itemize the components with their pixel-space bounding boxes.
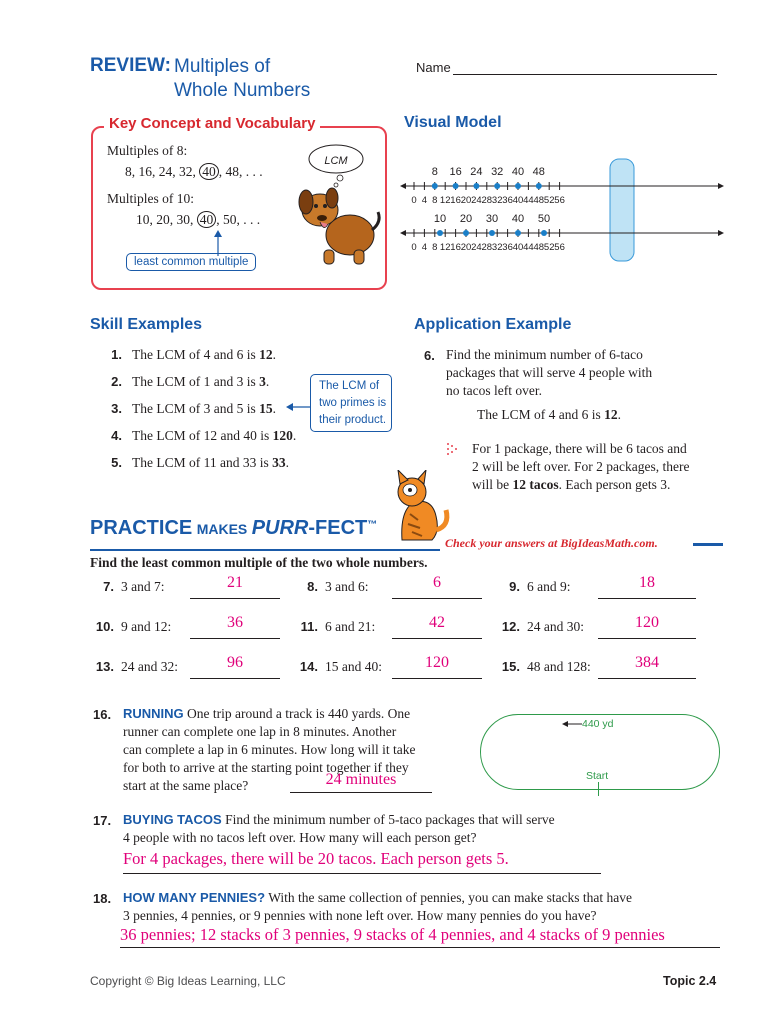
problem-number: 9. <box>509 579 520 594</box>
skill-example-1 <box>92 346 296 373</box>
page-title-line1: Multiples of <box>174 56 271 77</box>
multiple-dot <box>541 230 547 236</box>
dog-illustration <box>292 140 382 268</box>
review-label: REVIEW: <box>90 55 171 76</box>
arrow-left-icon <box>562 719 582 729</box>
answer-text: 21 <box>227 574 243 591</box>
track-start-label: Start <box>586 770 609 782</box>
app-lcm-pre: The LCM of 4 and 6 is <box>477 407 605 422</box>
problem-number: 12. <box>501 619 520 634</box>
app-solution-line1: For 1 package, there will be 6 tacos and <box>472 441 687 456</box>
skill-examples-list <box>92 346 296 481</box>
problem-12 <box>496 618 584 636</box>
tick-label: 20 <box>460 195 472 206</box>
page-title-line2: Whole Numbers <box>174 80 311 101</box>
skill-example-5 <box>92 454 296 481</box>
axis-arrow-right <box>718 230 724 236</box>
multiple-label: 10 <box>433 213 447 225</box>
application-example-title: Application Example <box>414 316 572 333</box>
app-question-line2: packages that will serve 4 people with <box>446 365 653 380</box>
practice-title-c: PURR <box>251 517 309 539</box>
problem-17-line2: 4 people with no tacos left over. How many will each person get? <box>123 830 477 845</box>
number-line-bottom <box>400 213 724 253</box>
multiples-10-label: Multiples of 10: <box>107 191 194 206</box>
multiple-label: 40 <box>511 166 525 178</box>
primes-note <box>310 374 392 432</box>
item-post: . <box>292 428 297 443</box>
item-text: The LCM of 12 and 40 is <box>132 428 273 443</box>
problem-18-line2: 3 pennies, 4 pennies, or 9 pennies with none left over. How many pennies do you have? <box>123 908 597 923</box>
problem-number: 8. <box>307 579 318 594</box>
multiple-label: 16 <box>449 166 462 178</box>
tick-label: 8 <box>432 195 438 206</box>
multiple-dot <box>515 183 521 189</box>
multiple-dot <box>463 230 469 236</box>
tick-label: 8 <box>432 242 438 253</box>
app-question <box>446 346 652 400</box>
item-bold: 3 <box>259 374 266 389</box>
practice-instructions: Find the least common multiple of the two whole numbers. <box>90 555 428 570</box>
dotted-arrow-icon <box>446 442 458 456</box>
multiple-label: 30 <box>485 213 499 225</box>
answer-11 <box>392 614 482 639</box>
answer-text: 6 <box>433 574 441 591</box>
problem-16-line4: for both to arrive at the starting point together if they <box>123 760 409 775</box>
problem-number: 15. <box>501 659 520 674</box>
problem-17-label: BUYING TACOS <box>123 812 222 827</box>
problem-text: 9 and 12: <box>121 619 172 634</box>
tick-label: 12 <box>439 242 451 253</box>
tick-label: 56 <box>554 195 565 206</box>
app-solution-line3-bold: 12 tacos <box>512 477 559 492</box>
multiples-8-pre: 8, 16, 24, 32, <box>125 164 196 179</box>
problem-7 <box>90 578 165 596</box>
answer-text: For 4 packages, there will be 20 tacos. Each person gets 5. <box>123 849 509 868</box>
problem-16-line1: One trip around a track is 440 yards. One <box>187 706 411 721</box>
multiples-10-pre: 10, 20, 30, <box>136 212 194 227</box>
axis-arrow-right <box>718 183 724 189</box>
tick-label: 32 <box>491 242 503 253</box>
problem-number: 13. <box>95 659 114 674</box>
answer-9 <box>598 574 696 599</box>
problem-16-label: RUNNING <box>123 706 184 721</box>
item-text: The LCM of 3 and 5 is <box>132 401 260 416</box>
tick-label: 24 <box>471 195 482 206</box>
answer-text: 36 pennies; 12 stacks of 3 pennies, 9 stacks of 4 pennies, and 4 stacks of 9 pennies <box>120 925 665 944</box>
answer-text: 120 <box>425 654 449 671</box>
number-line-top <box>400 166 724 206</box>
tick-label: 20 <box>460 242 472 253</box>
answer-18 <box>120 925 720 948</box>
multiple-dot <box>437 230 443 236</box>
problem-17-line1: Find the minimum number of 5-taco packages that will serve <box>225 812 555 827</box>
axis-arrow-left <box>400 230 406 236</box>
practice-title-d: -FECT <box>308 517 368 539</box>
problem-14 <box>294 658 382 676</box>
skill-example-3 <box>92 400 296 427</box>
problem-18-label: HOW MANY PENNIES? <box>123 890 266 905</box>
item-bold: 15 <box>259 401 273 416</box>
tick-label: 44 <box>523 242 534 253</box>
item-bold: 120 <box>272 428 293 443</box>
dog-bubble-text: LCM <box>324 155 348 167</box>
problem-18-text <box>123 889 632 925</box>
skill-example-2 <box>92 373 296 400</box>
item-post: . <box>285 455 289 470</box>
problem-text: 6 and 9: <box>527 579 571 594</box>
multiples-10-post: , 50, . . . <box>216 212 261 227</box>
problem-number: 14. <box>299 659 318 674</box>
answer-text: 42 <box>429 614 445 631</box>
practice-rule-left <box>90 549 440 551</box>
problem-9 <box>496 578 571 596</box>
problem-11 <box>294 618 375 636</box>
lcm-callout: least common multiple <box>126 253 256 271</box>
problem-16-number: 16. <box>93 707 112 722</box>
problem-17-text <box>123 811 555 847</box>
problem-13 <box>90 658 178 676</box>
tick-label: 48 <box>533 195 545 206</box>
multiples-10-list <box>136 211 260 228</box>
app-lcm-post: . <box>617 407 621 422</box>
problem-18-line1: With the same collection of pennies, you can make stacks that have <box>268 890 633 905</box>
practice-title-b: MAKES <box>196 521 248 537</box>
tick-label: 16 <box>450 242 461 253</box>
item-post: . <box>272 401 276 416</box>
multiple-label: 20 <box>459 213 473 225</box>
app-lcm-bold: 12 <box>604 407 618 422</box>
answer-text: 24 minutes <box>325 771 397 788</box>
number-line-model <box>400 155 730 267</box>
answer-text: 18 <box>639 574 655 591</box>
tick-label: 32 <box>491 195 503 206</box>
problem-number: 7. <box>103 579 114 594</box>
answer-text: 96 <box>227 654 243 671</box>
multiples-8-post: , 48, . . . <box>218 164 263 179</box>
multiple-label: 40 <box>511 213 525 225</box>
problem-17-number: 17. <box>93 813 112 828</box>
item-text: The LCM of 1 and 3 is <box>132 374 260 389</box>
name-line <box>453 74 717 75</box>
multiple-dot <box>515 230 521 236</box>
topic-label: Topic 2.4 <box>663 974 717 988</box>
item-number: 4. <box>111 428 122 443</box>
answer-17 <box>123 849 601 874</box>
problem-text: 3 and 6: <box>325 579 369 594</box>
multiple-label: 50 <box>537 213 551 225</box>
problem-16-line5: start at the same place? <box>123 778 249 793</box>
multiple-dot <box>494 183 500 189</box>
problem-number: 10. <box>95 619 114 634</box>
answer-text: 384 <box>635 654 659 671</box>
multiple-dot <box>489 230 495 236</box>
tick-label: 36 <box>502 195 513 206</box>
track-distance-label: 440 yd <box>582 718 614 730</box>
item-bold: 33 <box>272 455 286 470</box>
key-concept-title: Key Concept and Vocabulary <box>104 115 320 132</box>
cat-illustration <box>392 470 452 542</box>
tick-label: 28 <box>481 195 493 206</box>
visual-model-title: Visual Model <box>404 114 502 131</box>
app-solution-line3-pre: will be <box>472 477 513 492</box>
multiple-dot <box>432 183 438 189</box>
tick-label: 40 <box>512 242 524 253</box>
multiple-label: 32 <box>491 166 504 178</box>
tick-label: 4 <box>421 195 428 206</box>
app-question-line3: no tacos left over. <box>446 383 542 398</box>
primes-note-line2: two primes is <box>319 397 387 409</box>
copyright: Copyright © Big Ideas Learning, LLC <box>90 974 286 988</box>
tick-label: 12 <box>439 195 451 206</box>
item-number: 3. <box>111 401 122 416</box>
item-number: 2. <box>111 374 122 389</box>
answer-text: 36 <box>227 614 243 631</box>
tick-label: 56 <box>554 242 565 253</box>
item-bold: 12 <box>259 347 273 362</box>
problem-text: 24 and 30: <box>527 619 584 634</box>
problem-number: 11. <box>300 619 318 634</box>
app-solution <box>472 440 689 494</box>
app-lcm-statement <box>477 407 621 423</box>
problem-text: 24 and 32: <box>121 659 178 674</box>
practice-rule-right <box>693 543 723 546</box>
answer-8 <box>392 574 482 599</box>
tick-label: 44 <box>523 195 534 206</box>
arrow-left-icon <box>286 401 310 413</box>
tick-label: 48 <box>533 242 545 253</box>
page-title <box>174 55 310 103</box>
item-text: The LCM of 4 and 6 is <box>132 347 260 362</box>
item-post: . <box>272 347 276 362</box>
answer-text: 120 <box>635 614 659 631</box>
tick-label: 16 <box>450 195 461 206</box>
multiples-10-circled: 40 <box>197 211 217 228</box>
problem-text: 15 and 40: <box>325 659 382 674</box>
multiple-dot <box>453 183 459 189</box>
answer-16 <box>290 771 432 793</box>
problem-text: 6 and 21: <box>325 619 376 634</box>
name-label: Name <box>416 60 451 75</box>
app-question-line1: Find the minimum number of 6-taco <box>446 347 643 362</box>
multiples-8-list <box>125 163 263 180</box>
problem-15 <box>496 658 591 676</box>
problem-8 <box>294 578 369 596</box>
tick-label: 36 <box>502 242 513 253</box>
multiples-8-circled: 40 <box>199 163 219 180</box>
multiple-dot <box>536 183 542 189</box>
answer-14 <box>392 654 482 679</box>
app-number: 6. <box>424 348 435 363</box>
tick-label: 24 <box>471 242 482 253</box>
trademark: ™ <box>367 519 378 531</box>
track-start-mark <box>598 782 599 796</box>
answer-13 <box>190 654 280 679</box>
answer-10 <box>190 614 280 639</box>
tick-label: 52 <box>543 242 555 253</box>
app-solution-line3 <box>472 476 689 494</box>
item-text: The LCM of 11 and 33 is <box>132 455 273 470</box>
tick-label: 0 <box>411 195 417 206</box>
problem-text: 48 and 128: <box>527 659 591 674</box>
multiple-label: 24 <box>470 166 483 178</box>
tick-label: 52 <box>543 195 555 206</box>
problem-16-line3: can complete a lap in 6 minutes. How long will it take <box>123 742 416 757</box>
skill-example-4 <box>92 427 296 454</box>
app-solution-line2: 2 will be left over. For 2 packages, there <box>472 459 690 474</box>
tick-label: 4 <box>421 242 428 253</box>
lcm-highlight <box>610 159 634 261</box>
practice-title <box>90 517 377 540</box>
tick-label: 28 <box>481 242 493 253</box>
multiple-label: 8 <box>431 166 438 178</box>
problem-16-line2: runner can complete one lap in 8 minutes. Another <box>123 724 397 739</box>
practice-title-a: PRACTICE <box>90 517 193 539</box>
answer-7 <box>190 574 280 599</box>
answer-12 <box>598 614 696 639</box>
axis-arrow-left <box>400 183 406 189</box>
answer-15 <box>598 654 696 679</box>
check-answers-link[interactable]: Check your answers at BigIdeasMath.com. <box>445 536 658 550</box>
problem-text: 3 and 7: <box>121 579 165 594</box>
multiple-label: 48 <box>532 166 545 178</box>
multiple-dot <box>473 183 479 189</box>
item-number: 5. <box>111 455 122 470</box>
app-solution-line3-post: . Each person gets 3. <box>558 477 671 492</box>
primes-note-line3: their product. <box>319 414 387 426</box>
item-post: . <box>265 374 270 389</box>
skill-examples-title: Skill Examples <box>90 316 203 333</box>
item-number: 1. <box>111 347 122 362</box>
multiples-8-label: Multiples of 8: <box>107 143 188 158</box>
tick-label: 0 <box>411 242 417 253</box>
tick-label: 40 <box>512 195 524 206</box>
problem-10 <box>90 618 171 636</box>
problem-18-number: 18. <box>93 891 112 906</box>
primes-note-line1: The LCM of <box>319 380 380 392</box>
